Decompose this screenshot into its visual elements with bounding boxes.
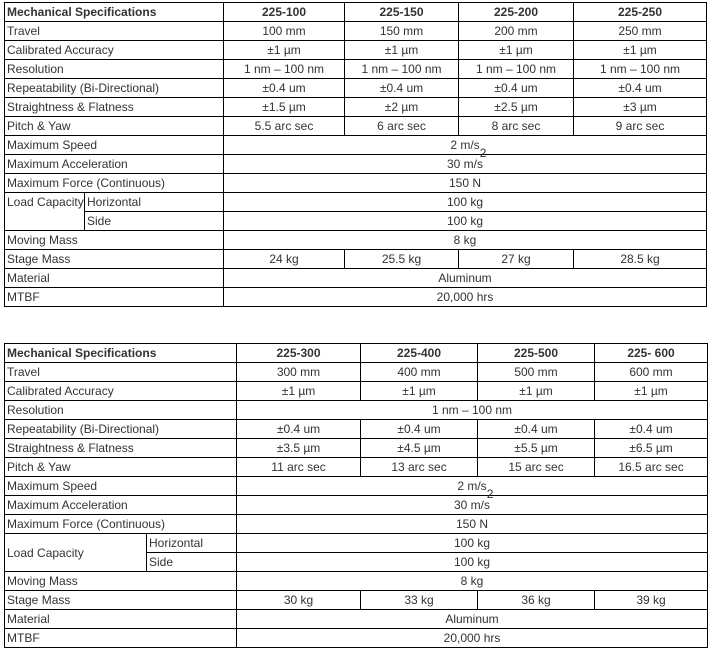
cell-value: ±1 µm: [574, 41, 707, 60]
max-speed-value: 2 m/s: [450, 138, 480, 152]
model-header: 225-400: [361, 344, 478, 363]
cell-value: 600 mm: [595, 363, 708, 382]
cell-value: Aluminum: [237, 610, 708, 629]
sub-label: Horizontal: [85, 193, 224, 212]
row-label: Calibrated Accuracy: [5, 382, 237, 401]
cell-value: Aluminum: [224, 269, 707, 288]
cell-value: 100 kg: [237, 553, 708, 572]
cell-value: 100 kg: [224, 193, 707, 212]
cell-value: 33 kg: [361, 591, 478, 610]
table-row: [5, 250, 707, 269]
row-label: Material: [5, 269, 224, 288]
cell-value: ±1 µm: [459, 41, 574, 60]
row-label: Travel: [5, 363, 237, 382]
cell-value: 25.5 kg: [345, 250, 459, 269]
cell-value: 150 N: [224, 174, 707, 193]
cell-value: 16.5 arc sec: [595, 458, 708, 477]
row-label: Repeatability (Bi-Directional): [5, 420, 237, 439]
row-label: Stage Mass: [5, 250, 224, 269]
table-row: [5, 610, 708, 629]
table-row: [5, 515, 708, 534]
table-row: [5, 363, 708, 382]
cell-value: 30 kg: [237, 591, 361, 610]
row-label: Load Capacity: [5, 193, 85, 231]
cell-value: 20,000 hrs: [224, 288, 707, 307]
cell-value: ±1 µm: [237, 382, 361, 401]
table-row: [5, 269, 707, 288]
row-label: Moving Mass: [5, 231, 224, 250]
table-title: Mechanical Specifications: [5, 344, 237, 363]
row-label: Maximum Speed: [5, 477, 237, 496]
cell-value: 8 kg: [237, 572, 708, 591]
cell-value: 250 mm: [574, 22, 707, 41]
cell-value: 150 mm: [345, 22, 459, 41]
cell-value: 36 kg: [478, 591, 595, 610]
cell-value: ±3 µm: [574, 98, 707, 117]
model-header: 225-300: [237, 344, 361, 363]
table-row: [5, 41, 707, 60]
table-row: [5, 174, 707, 193]
table-row: [5, 591, 708, 610]
row-label: MTBF: [5, 288, 224, 307]
table-row: [5, 439, 708, 458]
cell-value: 500 mm: [478, 363, 595, 382]
table-row: [5, 401, 708, 420]
row-label: Straightness & Flatness: [5, 439, 237, 458]
cell-value: 30 m/s: [237, 496, 708, 515]
sub-label: Side: [147, 553, 237, 572]
cell-value: ±0.4 um: [224, 79, 345, 98]
cell-value: ±6.5 µm: [595, 439, 708, 458]
row-label: Load Capacity: [5, 534, 147, 572]
cell-value: [224, 136, 707, 160]
superscript: 2: [479, 146, 487, 160]
cell-value: ±1 µm: [478, 382, 595, 401]
cell-value: ±0.4 um: [574, 79, 707, 98]
table-row: [5, 629, 708, 648]
cell-value: ±0.4 um: [595, 420, 708, 439]
table-row: [5, 420, 708, 439]
model-header: 225- 600: [595, 344, 708, 363]
cell-value: ±0.4 um: [237, 420, 361, 439]
cell-value: 1 nm – 100 nm: [459, 60, 574, 79]
cell-value: 300 mm: [237, 363, 361, 382]
row-label: Resolution: [5, 60, 224, 79]
cell-value: 100 mm: [224, 22, 345, 41]
cell-value: 8 kg: [224, 231, 707, 250]
row-label: Maximum Acceleration: [5, 496, 237, 515]
cell-value: 150 N: [237, 515, 708, 534]
spec-table-225-100-250: [4, 2, 707, 307]
cell-value: 8 arc sec: [459, 117, 574, 136]
cell-value: ±0.4 um: [361, 420, 478, 439]
cell-value: 11 arc sec: [237, 458, 361, 477]
cell-value: ±1 µm: [361, 382, 478, 401]
table-row: [5, 231, 707, 250]
table-row: [5, 496, 708, 515]
model-header: 225-100: [224, 3, 345, 22]
row-label: Travel: [5, 22, 224, 41]
model-header: 225-200: [459, 3, 574, 22]
table-row: [5, 572, 708, 591]
row-label: Pitch & Yaw: [5, 458, 237, 477]
cell-value: 24 kg: [224, 250, 345, 269]
row-label: Maximum Acceleration: [5, 155, 224, 174]
row-label: Straightness & Flatness: [5, 98, 224, 117]
model-header: 225-500: [478, 344, 595, 363]
cell-value: [237, 477, 708, 501]
cell-value: 1 nm – 100 nm: [237, 401, 708, 420]
superscript: 2: [486, 487, 494, 501]
cell-value: ±3.5 µm: [237, 439, 361, 458]
row-label: Maximum Force (Continuous): [5, 174, 224, 193]
table-row: [5, 98, 707, 117]
spec-table-225-300-600: [4, 343, 708, 648]
table-row: [5, 288, 707, 307]
row-label: MTBF: [5, 629, 237, 648]
table-row: [5, 60, 707, 79]
cell-value: ±2.5 µm: [459, 98, 574, 117]
cell-value: 6 arc sec: [345, 117, 459, 136]
row-label: Stage Mass: [5, 591, 237, 610]
row-label: Maximum Speed: [5, 136, 224, 155]
row-label: Maximum Force (Continuous): [5, 515, 237, 534]
table-row: [5, 193, 707, 212]
cell-value: 1 nm – 100 nm: [345, 60, 459, 79]
table-row: [5, 534, 708, 553]
cell-value: 1 nm – 100 nm: [224, 60, 345, 79]
cell-value: 200 mm: [459, 22, 574, 41]
table-row: [5, 155, 707, 174]
cell-value: ±0.4 um: [459, 79, 574, 98]
max-speed-value: 2 m/s: [457, 479, 487, 493]
cell-value: 5.5 arc sec: [224, 117, 345, 136]
table-row: [5, 79, 707, 98]
cell-value: 100 kg: [237, 534, 708, 553]
table-header-row: [5, 3, 707, 22]
cell-value: 20,000 hrs: [237, 629, 708, 648]
cell-value: 15 arc sec: [478, 458, 595, 477]
table-row: [5, 382, 708, 401]
sub-label: Horizontal: [147, 534, 237, 553]
table-row: [5, 458, 708, 477]
cell-value: 27 kg: [459, 250, 574, 269]
row-label: Pitch & Yaw: [5, 117, 224, 136]
cell-value: 9 arc sec: [574, 117, 707, 136]
cell-value: 30 m/s: [224, 155, 707, 174]
row-label: Calibrated Accuracy: [5, 41, 224, 60]
cell-value: ±0.4 um: [478, 420, 595, 439]
cell-value: 400 mm: [361, 363, 478, 382]
table-row: [5, 117, 707, 136]
cell-value: 13 arc sec: [361, 458, 478, 477]
table-title: Mechanical Specifications: [5, 3, 224, 22]
cell-value: ±5.5 µm: [478, 439, 595, 458]
row-label: Repeatability (Bi-Directional): [5, 79, 224, 98]
cell-value: ±1 µm: [345, 41, 459, 60]
table-header-row: [5, 344, 708, 363]
sub-label: Side: [85, 212, 224, 231]
table-row: [5, 136, 707, 155]
table-row: [5, 212, 707, 231]
cell-value: ±1 µm: [224, 41, 345, 60]
cell-value: ±1 µm: [595, 382, 708, 401]
cell-value: ±4.5 µm: [361, 439, 478, 458]
row-label: Material: [5, 610, 237, 629]
cell-value: 28.5 kg: [574, 250, 707, 269]
model-header: 225-250: [574, 3, 707, 22]
row-label: Moving Mass: [5, 572, 237, 591]
cell-value: ±1.5 µm: [224, 98, 345, 117]
row-label: Resolution: [5, 401, 237, 420]
model-header: 225-150: [345, 3, 459, 22]
cell-value: 1 nm – 100 nm: [574, 60, 707, 79]
table-row: [5, 477, 708, 496]
cell-value: ±0.4 um: [345, 79, 459, 98]
table-row: [5, 22, 707, 41]
cell-value: 39 kg: [595, 591, 708, 610]
cell-value: ±2 µm: [345, 98, 459, 117]
cell-value: 100 kg: [224, 212, 707, 231]
